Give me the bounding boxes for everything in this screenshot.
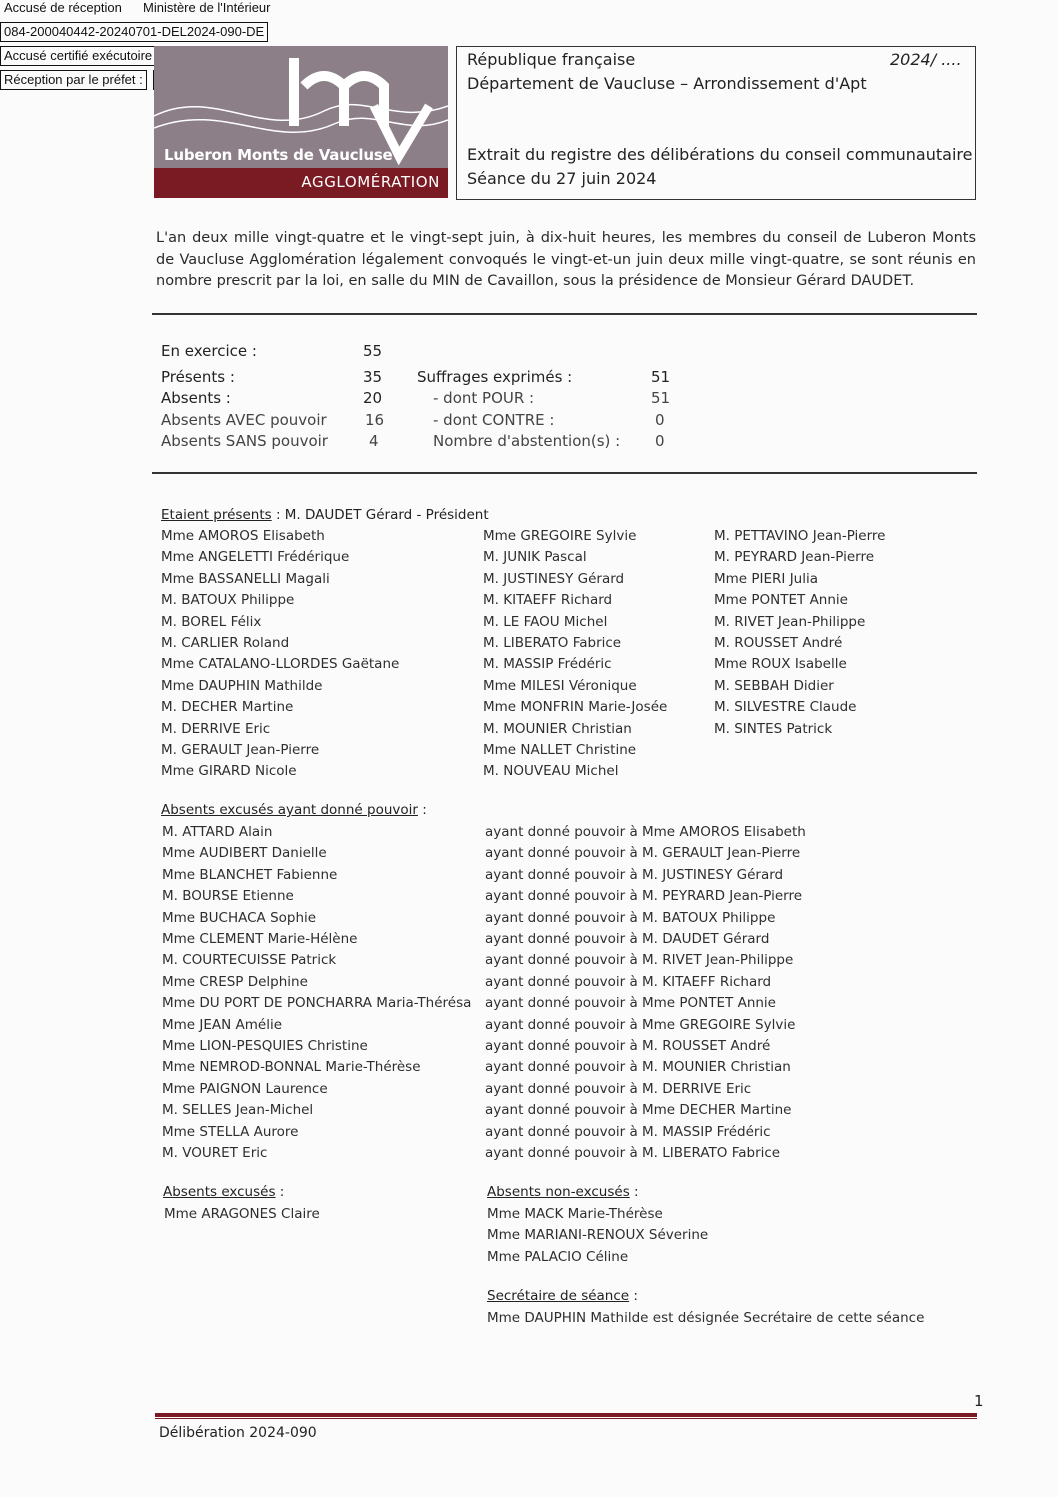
present-member: Mme BASSANELLI Magali [161, 570, 330, 587]
present-member: Mme GIRARD Nicole [161, 763, 297, 780]
president-line: : M. DAUDET Gérard - Président [271, 507, 489, 523]
stat-with-proxy-label: Absents AVEC pouvoir [161, 411, 327, 429]
present-member: Mme DAUPHIN Mathilde [161, 677, 323, 694]
present-member: Mme ROUX Isabelle [714, 656, 847, 673]
present-member: Mme PIERI Julia [714, 570, 819, 587]
present-member: M. LIBERATO Fabrice [483, 635, 622, 651]
secretary-suffix: : [629, 1288, 638, 1304]
proxy-member: Mme NEMROD-BONNAL Marie-Thérèse [162, 1059, 421, 1076]
present-member: M. LE FAOU Michel [483, 613, 608, 630]
intro-paragraph: L'an deux mille vingt-quatre et le vingt-sept juin, à dix-huit heures, les membres du conseil de Luberon Monts de Vaucluse Agglomération légalement convoqués le vingt-et-un juin deux mille vingt-quatre, se sont réunis en nombre prescrit par la loi, en salle du MIN de Cavaillon, sous la présidence de Monsieur Gérard DAUDET. [156, 230, 976, 289]
stat-exercise: 55 [363, 342, 383, 360]
proxy-member: Mme JEAN Amélie [162, 1016, 283, 1033]
footer-reference: Délibération 2024-090 [159, 1425, 317, 1441]
secretary-text: Mme DAUPHIN Mathilde est désignée Secrétaire de cette séance [487, 1310, 925, 1326]
excused-suffix: : [275, 1184, 285, 1200]
stat-exercise-label: En exercice : [161, 342, 257, 360]
proxies-title: Absents excusés ayant donné pouvoir [161, 802, 418, 818]
header-department: Département de Vaucluse – Arrondissement d'Apt [467, 74, 867, 93]
logo-agglomeration: AGGLOMÉRATION [301, 173, 440, 191]
unexcused-suffix: : [629, 1184, 639, 1200]
stat-votes: 51 [651, 368, 671, 386]
excused-title: Absents excusés [163, 1184, 276, 1200]
proxy-recipient: ayant donné pouvoir à M. MASSIP Frédéric [485, 1123, 771, 1140]
stat-for-label: - dont POUR : [433, 389, 535, 407]
proxy-member: M. VOURET Eric [162, 1145, 268, 1161]
proxies-suffix: : [417, 802, 427, 818]
secretary-heading [487, 1288, 638, 1304]
stat-absent-label: Absents : [161, 389, 231, 407]
stat-abstain-label: Nombre d'abstention(s) : [433, 432, 621, 450]
present-member: M. DECHER Martine [161, 699, 294, 716]
logo-brand: Luberon Monts de Vaucluse [164, 146, 393, 164]
receipt-label: Accusé de réception [4, 0, 122, 15]
stat-absent: 20 [363, 389, 383, 407]
present-member: M. SINTES Patrick [714, 720, 833, 737]
proxy-recipient: ayant donné pouvoir à M. DAUDET Gérard [485, 931, 770, 947]
present-member: M. PEYRARD Jean-Pierre [714, 549, 875, 566]
secretary-title: Secrétaire de séance [487, 1288, 630, 1304]
stat-with-proxy: 16 [365, 411, 385, 429]
proxy-recipient: ayant donné pouvoir à M. KITAEFF Richard [485, 973, 772, 990]
proxy-recipient: ayant donné pouvoir à M. ROUSSET André [485, 1038, 771, 1054]
present-member: Mme MONFRIN Marie-Josée [483, 699, 668, 716]
proxy-member: Mme DU PORT DE PONCHARRA Maria-Thérésa [162, 995, 472, 1012]
proxy-member: Mme CLEMENT Marie-Hélène [162, 931, 358, 947]
proxy-recipient: ayant donné pouvoir à M. BATOUX Philippe [485, 909, 776, 926]
proxy-recipient: ayant donné pouvoir à Mme AMOROS Elisabeth [485, 824, 806, 840]
present-member: M. GERAULT Jean-Pierre [161, 742, 320, 758]
present-member: M. ROUSSET André [714, 635, 843, 651]
page-number: 1 [974, 1392, 984, 1410]
proxy-recipient: ayant donné pouvoir à M. GERAULT Jean-Pierre [485, 845, 801, 862]
present-member: M. SILVESTRE Claude [714, 699, 857, 716]
present-member: M. MASSIP Frédéric [483, 656, 612, 673]
present-member: M. MOUNIER Christian [483, 720, 632, 737]
stat-abstain: 0 [655, 432, 665, 450]
excused-member: Mme ARAGONES Claire [164, 1206, 320, 1222]
proxy-recipient: ayant donné pouvoir à Mme DECHER Martine [485, 1102, 792, 1119]
stat-votes-label: Suffrages exprimés : [417, 368, 573, 386]
present-member: M. SEBBAH Didier [714, 677, 834, 694]
stat-without-proxy-label: Absents SANS pouvoir [161, 432, 328, 450]
proxy-member: M. BOURSE Etienne [162, 888, 294, 905]
present-member: M. KITAEFF Richard [483, 592, 613, 609]
stat-against: 0 [655, 411, 665, 429]
proxy-member: Mme CRESP Delphine [162, 973, 308, 990]
stat-present: 35 [363, 368, 383, 386]
proxy-member: Mme BUCHACA Sophie [162, 909, 317, 926]
proxy-recipient: ayant donné pouvoir à M. PEYRARD Jean-Pierre [485, 888, 803, 905]
proxy-member: Mme AUDIBERT Danielle [162, 845, 327, 862]
logo-agglomeration-band [154, 168, 448, 198]
excused-heading [163, 1184, 284, 1200]
proxy-recipient: ayant donné pouvoir à M. LIBERATO Fabrice [485, 1145, 781, 1161]
unexcused-member: Mme MARIANI-RENOUX Séverine [487, 1227, 709, 1244]
present-title: Etaient présents [161, 507, 272, 523]
present-member: Mme NALLET Christine [483, 742, 637, 758]
present-member: Mme ANGELETTI Frédérique [161, 549, 350, 566]
proxy-member: M. SELLES Jean-Michel [162, 1102, 314, 1119]
present-member: Mme CATALANO-LLORDES Gaëtane [161, 656, 400, 673]
header-session: Séance du 27 juin 2024 [467, 169, 657, 188]
prefect-label: Réception par le préfet : [0, 70, 147, 90]
present-member: M. DERRIVE Eric [161, 720, 271, 737]
present-member: M. NOUVEAU Michel [483, 763, 619, 780]
proxy-member: M. ATTARD Alain [162, 824, 273, 840]
present-member: Mme PONTET Annie [714, 592, 848, 609]
logo [154, 46, 448, 198]
unexcused-title: Absents non-excusés [487, 1184, 630, 1200]
unexcused-heading [487, 1184, 639, 1200]
proxy-recipient: ayant donné pouvoir à M. MOUNIER Christian [485, 1059, 791, 1076]
proxy-member: Mme BLANCHET Fabienne [162, 866, 338, 883]
proxy-member: Mme PAIGNON Laurence [162, 1080, 328, 1097]
proxy-recipient: ayant donné pouvoir à M. JUSTINESY Gérard [485, 866, 784, 883]
stat-present-label: Présents : [161, 368, 235, 386]
present-member: M. PETTAVINO Jean-Pierre [714, 528, 886, 544]
stats-top-rule [152, 313, 977, 315]
footer-rule-thin [155, 1418, 977, 1419]
unexcused-member: Mme PALACIO Céline [487, 1248, 629, 1265]
proxy-recipient: ayant donné pouvoir à Mme GREGOIRE Sylvie [485, 1016, 796, 1033]
present-member: Mme AMOROS Elisabeth [161, 528, 325, 544]
stats-bottom-rule [152, 472, 977, 474]
proxy-recipient: ayant donné pouvoir à M. RIVET Jean-Philippe [485, 952, 794, 969]
present-member: M. JUNIK Pascal [483, 549, 587, 566]
header-republic: République française [467, 50, 636, 69]
present-member: M. CARLIER Roland [161, 635, 290, 651]
proxy-recipient: ayant donné pouvoir à Mme PONTET Annie [485, 995, 776, 1012]
header-extract: Extrait du registre des délibérations du conseil communautaire [467, 145, 973, 164]
stamp-id: 084-200040442-20240701-DEL2024-090-DE [0, 22, 268, 42]
proxy-recipient: ayant donné pouvoir à M. DERRIVE Eric [485, 1080, 752, 1097]
present-member: M. BOREL Félix [161, 613, 262, 630]
stat-against-label: - dont CONTRE : [433, 411, 555, 429]
present-member: Mme GREGOIRE Sylvie [483, 528, 637, 544]
certified-label: Accusé certifié exécutoire [0, 46, 155, 66]
proxy-member: Mme LION-PESQUIES Christine [162, 1038, 368, 1054]
stat-for: 51 [651, 389, 671, 407]
present-member: M. JUSTINESY Gérard [483, 570, 625, 587]
present-member: Mme MILESI Véronique [483, 677, 637, 694]
present-member: M. BATOUX Philippe [161, 592, 295, 609]
present-member: M. RIVET Jean-Philippe [714, 613, 866, 630]
stat-without-proxy: 4 [369, 432, 379, 450]
header-number: 2024/ .... [890, 50, 962, 69]
unexcused-member: Mme MACK Marie-Thérèse [487, 1206, 663, 1222]
present-heading [161, 507, 489, 523]
footer-rule [155, 1413, 977, 1417]
ministry-label: Ministère de l'Intérieur [143, 0, 271, 15]
proxy-member: Mme STELLA Aurore [162, 1123, 299, 1140]
proxies-heading [161, 802, 427, 818]
proxy-member: M. COURTECUISSE Patrick [162, 952, 337, 969]
